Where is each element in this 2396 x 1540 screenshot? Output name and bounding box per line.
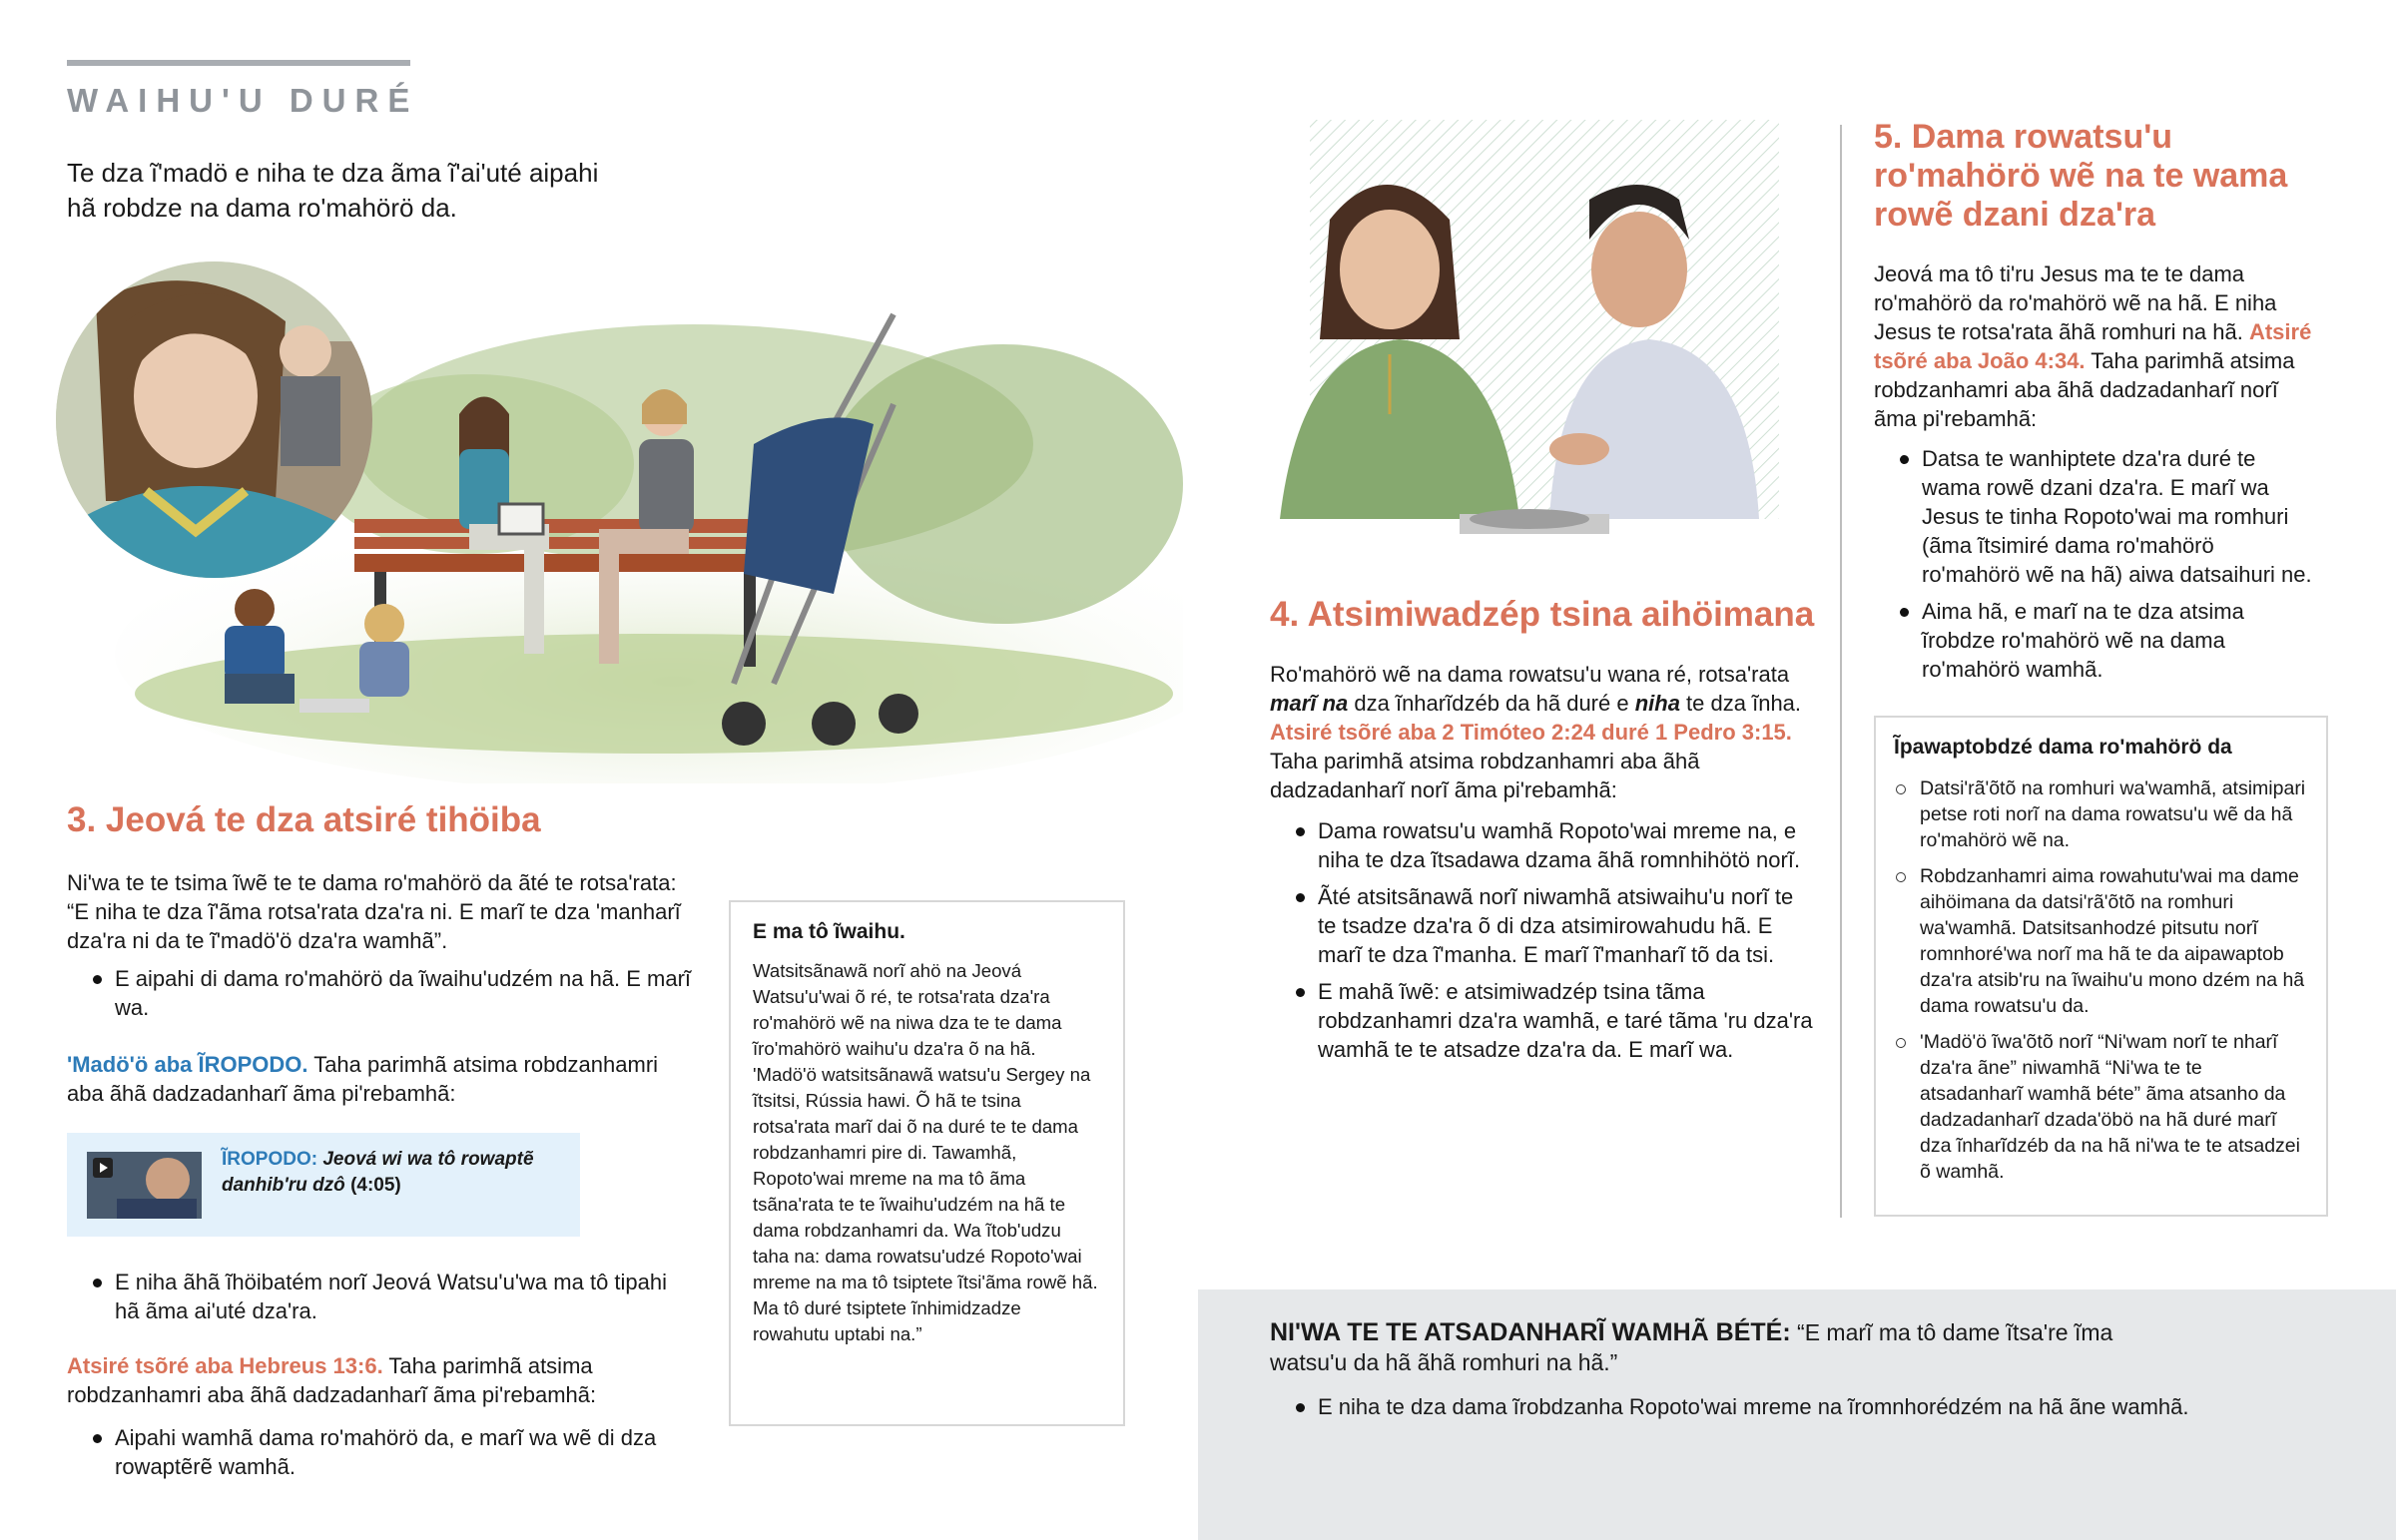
video-duration: (4:05) [350,1175,401,1196]
list-item: E mahã ĩwẽ: e atsimiwadzép tsina tãma robdzanhamri dza'ra wamhã, e taré tãma 'ru dza'ra wamhã te te atsadze dza'ra da. E marĩ wa. [1270,977,1817,1064]
section-5-title: 5. Dama rowatsu'u ro'mahörö wẽ na te wama rowẽ dzani dza'ra [1874,118,2288,234]
tips-box [1874,716,2328,1217]
video-caption [222,1147,561,1199]
section-3-bullets-a [67,964,696,1030]
section-4-paragraph [1270,660,1817,804]
section-4-title: 4. Atsimiwadzép tsina aihöimana [1270,595,1815,634]
list-item: Datsa te wanhiptete dza'ra duré te wama rowẽ dzani dza'ra. E marĩ wa Jesus te tinha Ropoto'wai ma romhuri (ãma ĩtsimiré dama ro'mahörö ro'mahörö wẽ na hã) aiwa datsaihuri ne. [1874,444,2313,589]
read-video-instruction [67,1050,696,1108]
list-item: Aima hã, e marĩ na te dza atsima ĩrobdze ro'mahörö wẽ na dama ro'mahörö wamhã. [1874,597,2313,684]
scripture-ref-text: Taha parimhã atsima robdzanhamri aba ãhã dadzadanharĩ ãma pi'rebamhã: [67,1353,597,1407]
list-item: E aipahi di dama ro'mahörö da ĩwaihu'udzém na hã. E marĩ wa. [67,964,696,1022]
list-item: Aipahi wamhã dama ro'mahörö da, e marĩ wa wẽ di dza rowaptẽrẽ wamhã. [67,1423,696,1481]
list-item: E niha te dza dama ĩrobdzanha Ropoto'wai mreme na ĩromnhorédzém na hã ãne wamhã. [1270,1392,2328,1421]
text: Ro'mahörö wẽ na dama rowatsu'u wana ré, rotsa'rata [1270,662,1790,687]
text: te dza ĩnha. [1679,691,1802,716]
text: dza ĩnharĩdzéb da hã duré e [1348,691,1635,716]
list-item: E niha ãhã ĩhöibatém norĩ Jeová Watsu'u'wa ma tô tipahi hã ãma ai'uté dza'ra. [67,1268,696,1325]
play-icon[interactable] [93,1158,113,1178]
emphasis: marĩ na [1270,691,1349,716]
hebrews-instruction [67,1351,696,1409]
video-title[interactable]: Jeová wi wa tô rowaptẽ danhib'ru dzô [222,1149,534,1196]
section-3-bullets-c [67,1423,696,1489]
list-item: Dama rowatsu'u wamhã Ropoto'wai mreme na, e niha te dza ĩtsadawa dzama ãhã romnhihötö norĩ. [1270,816,1817,874]
tips-title: Ĩpawaptobdzé dama ro'mahörö da [1894,736,2232,759]
section-5-bullets [1874,444,2313,692]
footer-label: NI'WA TE TE ATSADANHARĨ WAMHÃ BÉTÉ: [1270,1318,1791,1346]
video-label: ĨROPODO: [222,1149,318,1170]
tips-list [1894,775,2308,1185]
video-card[interactable] [67,1133,580,1237]
footer-quote: “E marĩ ma tô dame ĩtsa're ĩma watsu'u da hã ãhã romhuri na hã.” [1270,1319,2113,1375]
video-thumbnail[interactable] [87,1152,202,1219]
intro-text: Te dza ĩ'madö e niha te dza ãma ĩ'ai'uté aipahi hã robdze na dama ro'mahörö da. [67,158,599,223]
section-3-bullets-b [67,1268,696,1333]
section-5-paragraph [1874,259,2313,433]
scripture-ref-link[interactable]: Atsiré tsõré aba 2 Timóteo 2:24 duré 1 Pedro 3:15. [1270,720,1792,745]
video-ref-link[interactable]: 'Madö'ö aba ĨROPODO. [67,1052,308,1077]
story-title: E ma tô ĩwaihu. [753,920,905,943]
list-item: Ãté atsitsãnawã norĩ niwamhã atsiwaihu'u norĩ te te tsadze dza'ra õ di dza atsimirowahudu hã. E marĩ te dza ĩ'manha. E marĩ ĩ'manharĩ tõ da tsi. [1270,882,1817,969]
text: Taha parimhã atsima robdzanhamri aba ãhã dadzadanharĩ norĩ ãma pi'rebamhã: [1270,749,1700,802]
text: Jeová ma tô ti'ru Jesus ma te te dama ro'mahörö da ro'mahörö wẽ na hã. E niha Jesus te rotsa'rata ãhã romhuri na hã. [1874,261,2277,344]
story-box [729,900,1125,1426]
emphasis: niha [1634,691,1680,716]
header-rule [67,60,410,66]
footer-bullets [1270,1392,2328,1429]
story-text: Watsitsãnawã norĩ ahö na Jeová Watsu'u'wai õ ré, te rotsa'rata dza'ra ro'mahörö wẽ na niwa dza te te dama ĩro'mahörö waihu'u dza'ra õ na hã. 'Madö'ö watsitsãnawã watsu'u Sergey na ĩtsitsi, Rússia hawi. Õ hã te tsina rotsa'rata marĩ dai õ na duré te te dama robdzanhamri pire di. Tawamhã, Ropoto'wai mreme na ma tô ãma tsãna'rata te te ĩwaihu'udzém na hã te dama robdzanhamri da. Wa ĩtob'udzu taha na: dama rowatsu'udzé Ropoto'wai mreme na ma tô tsiptete ĩtsi'ãma rowẽ hã. Ma tô duré tsiptete ĩnhimidzadze rowahutu uptabi na.” [753,960,1098,1344]
thumbnail-book [117,1199,197,1219]
conversation-illustration [1260,120,1779,559]
section-4-bullets [1270,816,1817,1072]
list-item: Robdzanhamri aima rowahutu'wai ma dame aihöimana da datsi'rã'õtõ na romhuri wa'wamhã. Datsitsanhodzé pitsutu norĩ romnhoré'wa norĩ ma hã te da aipawaptob dza'ra atsib'ru na ĩwaihu'u mono dzém na hã dama rowatsu'u da. [1894,863,2308,1019]
scripture-ref-link[interactable]: Atsiré tsõré aba Hebreus 13:6. [67,1353,383,1378]
text: Taha parimhã atsima robdzanhamri aba ãhã dadzadanharĩ norĩ ãma pi'rebamhã: [1874,348,2295,431]
list-item: 'Madö'ö ĩwa'õtõ norĩ “Ni'wam norĩ te nharĩ dza'ra ãne” niwamhã “Ni'wa te te atsadanharĩ wamhã béte” ãma atsanho da dadzadanharĩ dzada'öbö na hã duré marĩ dza ĩnharĩdzéb da na hã ni'wa te te atsadzei õ wamhã. [1894,1029,2308,1185]
section-kicker: WAIHU'U DURÉ [67,82,419,119]
list-item: Datsi'rã'õtõ na romhuri wa'wamhã, atsimipari petse roti norĩ na dama rowatsu'u wẽ da hã ro'mahörö wẽ na. [1894,775,2308,853]
sad-woman-inset [56,261,372,578]
section-3-paragraph: Ni'wa te te tsima ĩwẽ te te dama ro'mahörö da ãté te rotsa'rata: “E niha te dza ĩ'ãma rotsa'rata dza'ra ni. E marĩ te dza 'manharĩ dza'ra ni da te ĩ'madö'ö dza'ra wamhã”. [67,870,681,953]
scripture-ref-link[interactable]: Atsiré tsõré aba João 4:34. [1874,319,2312,373]
thumbnail-person [146,1158,190,1202]
section-3-title: 3. Jeová te dza atsiré tihöiba [67,800,541,839]
video-ref-text: Taha parimhã atsima robdzanhamri aba ãhã dadzadanharĩ ãma pi'rebamhã: [67,1052,659,1106]
column-divider [1840,125,1842,1218]
footer-question [1270,1317,2168,1377]
